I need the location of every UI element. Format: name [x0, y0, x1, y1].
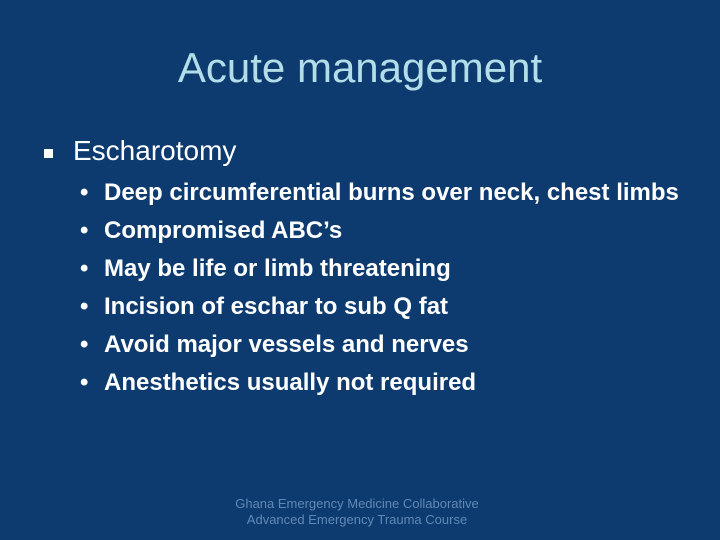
- square-bullet-icon: [44, 149, 53, 158]
- list-item: [80, 291, 680, 323]
- bullet-text: Deep circumferential burns over neck, chest limbs: [104, 179, 679, 206]
- bullet-icon: •: [80, 331, 89, 358]
- level1-text: Escharotomy: [73, 135, 237, 166]
- bullet-icon: •: [80, 255, 89, 282]
- footer-line-1: Ghana Emergency Medicine Collaborative: [235, 496, 479, 511]
- footer: [0, 496, 714, 528]
- bullet-icon: •: [80, 369, 89, 396]
- list-item: [80, 367, 680, 399]
- bullet-list: [80, 177, 680, 405]
- bullet-text: May be life or limb threatening: [104, 255, 451, 282]
- level1-item: [44, 133, 236, 169]
- list-item: [80, 177, 680, 209]
- list-item: [80, 329, 680, 361]
- bullet-icon: •: [80, 179, 89, 206]
- list-item: [80, 215, 680, 247]
- bullet-text: Compromised ABC’s: [104, 217, 343, 244]
- bullet-text: Incision of eschar to sub Q fat: [104, 293, 449, 320]
- list-item: [80, 253, 680, 285]
- bullet-icon: •: [80, 217, 89, 244]
- bullet-icon: •: [80, 293, 89, 320]
- slide-title: Acute management: [177, 44, 543, 91]
- footer-line-2: Advanced Emergency Trauma Course: [246, 512, 468, 527]
- bullet-text: Avoid major vessels and nerves: [104, 331, 469, 358]
- bullet-text: Anesthetics usually not required: [104, 369, 477, 396]
